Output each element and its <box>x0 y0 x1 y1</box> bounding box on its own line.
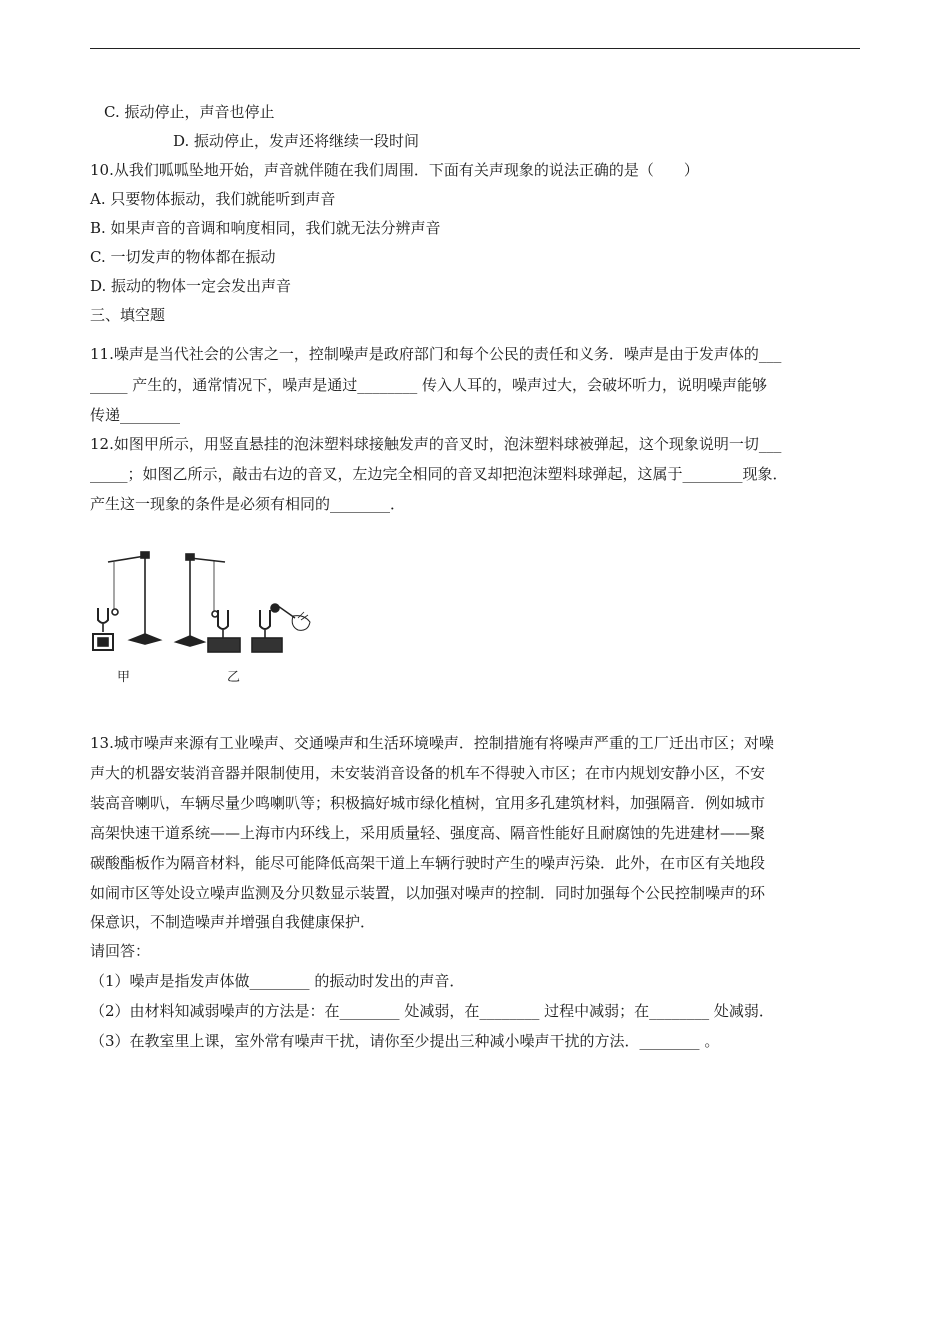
q13-line-5: 碳酸酯板作为隔音材料，能尽可能降低高架干道上车辆行驶时产生的噪声污染．此外，在市区有关地段 <box>90 854 766 872</box>
q13-subquestion-3: （3）在教室里上课，室外常有噪声干扰，请你至少提出三种减小噪声干扰的方法．________ 。 <box>90 1032 720 1050</box>
q10-option-d: D. 振动的物体一定会发出声音 <box>90 277 292 295</box>
q13-line-1: 13.城市噪声来源有工业噪声、交通噪声和生活环境噪声．控制措施有将噪声严重的工厂迁出市区；对噪 <box>90 734 774 752</box>
q13-subquestion-1: （1）噪声是指发声体做________ 的振动时发出的声音． <box>90 972 465 990</box>
q12-line-3: 产生这一现象的条件是必须有相同的________． <box>90 495 406 513</box>
q11-line-1: 11.噪声是当代社会的公害之一，控制噪声是政府部门和每个公民的责任和义务．噪声是由于发声体的___ <box>90 345 782 363</box>
q13-line-2: 声大的机器安装消音器并限制使用，未安装消音设备的机车不得驶入市区；在市内规划安静小区，不安 <box>90 764 766 782</box>
q13-line-6: 如闹市区等处设立噪声监测及分贝数显示装置，以加强对噪声的控制．同时加强每个公民控制噪声的环 <box>90 884 766 902</box>
q9-option-d: D. 振动停止，发声还将继续一段时间 <box>173 132 420 150</box>
header-rule <box>90 48 860 49</box>
tuning-fork-figure <box>90 548 330 688</box>
q10-stem: 10.从我们呱呱坠地开始，声音就伴随在我们周围．下面有关声现象的说法正确的是（ ） <box>90 161 699 179</box>
q10-option-c: C. 一切发声的物体都在振动 <box>90 248 276 266</box>
q13-line-4: 高架快速干道系统——上海市内环线上，采用质量轻、强度高、隔音性能好且耐腐蚀的先进建材——聚 <box>90 824 766 842</box>
q10-option-b: B. 如果声音的音调和响度相同，我们就无法分辨声音 <box>90 219 441 237</box>
q10-option-a: A. 只要物体振动，我们就能听到声音 <box>90 190 336 208</box>
q13-prompt: 请回答： <box>90 942 151 960</box>
q12-line-1: 12.如图甲所示，用竖直悬挂的泡沫塑料球接触发声的音叉时，泡沫塑料球被弹起，这个现象说明一切___ <box>90 435 782 453</box>
q13-subquestion-2: （2）由材料知减弱噪声的方法是：在________ 处减弱，在________ 过程中减弱；在________ 处减弱． <box>90 1002 774 1020</box>
q13-line-3: 装高音喇叭，车辆尽量少鸣喇叭等；积极搞好城市绿化植树，宜用多孔建筑材料，加强隔音．例如城市 <box>90 794 766 812</box>
figure-label-yi: 乙 <box>227 670 241 685</box>
q9-option-c: C. 振动停止，声音也停止 <box>104 103 275 121</box>
q11-line-3: 传递________ <box>90 406 181 424</box>
q13-line-7: 保意识，不制造噪声并增强自我健康保护． <box>90 913 376 931</box>
section-title: 三、填空题 <box>90 306 166 324</box>
q11-line-2: _____ 产生的，通常情况下，噪声是通过________ 传入人耳的，噪声过大，会破坏听力，说明噪声能够 <box>90 376 768 394</box>
figure-label-jia: 甲 <box>117 670 131 685</box>
q12-line-2: _____；如图乙所示，敲击右边的音叉，左边完全相同的音叉却把泡沫塑料球弹起，这属于________现象． <box>90 465 788 483</box>
